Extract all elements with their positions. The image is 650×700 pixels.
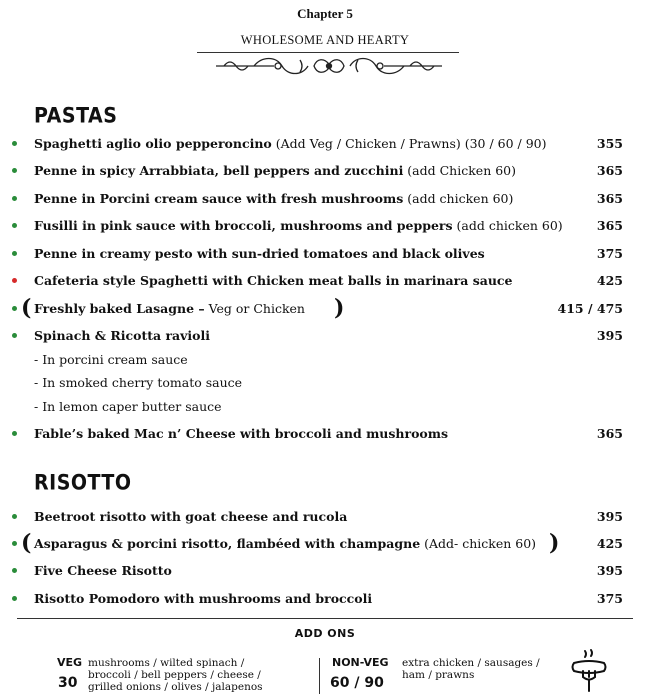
sausage-fork-icon	[571, 647, 607, 693]
option-text: - In smoked cherry tomato sauce	[34, 375, 243, 390]
veg-dot-icon	[12, 431, 17, 436]
subtitle-underline	[197, 52, 459, 53]
veg-addon-price: 30	[58, 675, 78, 691]
menu-item	[0, 295, 650, 321]
item-note: (Add Veg / Chicken / Prawns) (30 / 60 / 90)	[271, 136, 547, 151]
item-price: 365	[596, 218, 623, 233]
nonveg-addon-label: NON-VEG	[332, 656, 389, 669]
nonveg-addon-price: 60 / 90	[330, 675, 384, 691]
ravioli-option	[0, 374, 650, 394]
item-text	[34, 509, 347, 524]
item-price: 365	[596, 163, 623, 178]
menu-item	[0, 190, 650, 210]
item-text	[34, 191, 513, 206]
item-name: Penne in spicy Arrabbiata, bell peppers and zucchini	[34, 163, 404, 178]
menu-item	[0, 162, 650, 182]
item-price: 375	[596, 591, 623, 606]
item-note: (add chicken 60)	[403, 191, 514, 206]
menu-item	[0, 327, 650, 347]
menu-item	[0, 562, 650, 582]
veg-addon-label: VEG	[57, 656, 83, 669]
item-name: Risotto Pomodoro with mushrooms and broccoli	[34, 591, 373, 606]
menu-item	[0, 217, 650, 237]
item-text	[34, 246, 485, 261]
item-name: Fable’s baked Mac n’ Cheese with broccoli and mushrooms	[34, 426, 449, 441]
item-price: 425	[596, 273, 623, 288]
menu-item	[0, 508, 650, 528]
menu-item	[0, 590, 650, 610]
addon-line: ham / prawns	[402, 669, 475, 681]
item-text	[34, 218, 563, 233]
ravioli-option	[0, 351, 650, 371]
left-brace-icon: (	[21, 295, 32, 321]
item-name: Freshly baked Lasagne –	[34, 301, 205, 316]
item-text	[34, 273, 512, 288]
veg-dot-icon	[12, 596, 17, 601]
item-note: Veg or Chicken	[204, 301, 305, 316]
item-text	[34, 301, 305, 316]
item-price: 375	[596, 246, 623, 261]
addons-title: ADD ONS	[294, 627, 356, 640]
item-name: Five Cheese Risotto	[34, 563, 172, 578]
item-name: Spaghetti aglio olio pepperoncino	[34, 136, 272, 151]
veg-dot-icon	[12, 541, 17, 546]
risotto-title: RISOTTO	[34, 470, 132, 496]
veg-dot-icon	[12, 333, 17, 338]
non-veg-dot-icon	[12, 278, 17, 283]
pastas-title: PASTAS	[34, 103, 118, 129]
veg-dot-icon	[12, 251, 17, 256]
item-name: Penne in creamy pesto with sun-dried tomatoes and black olives	[34, 246, 485, 261]
right-brace-icon: )	[334, 295, 345, 321]
addon-line: mushrooms / wilted spinach /	[88, 657, 245, 669]
item-price: 355	[596, 136, 623, 151]
chapter-subtitle: WHOLESOME AND HEARTY	[240, 33, 410, 47]
item-name: Asparagus & porcini risotto, flambéed with champagne	[34, 536, 421, 551]
item-price: 395	[596, 509, 623, 524]
item-note: (add Chicken 60)	[403, 163, 516, 178]
menu-item	[0, 272, 650, 292]
veg-dot-icon	[12, 223, 17, 228]
item-text	[34, 163, 516, 178]
item-text	[34, 591, 372, 606]
addon-line: grilled onions / olives / jalapenos	[88, 681, 263, 693]
item-name: Beetroot risotto with goat cheese and rucola	[34, 509, 348, 524]
item-price: 365	[596, 191, 623, 206]
menu-item	[0, 245, 650, 265]
item-price: 395	[596, 328, 623, 343]
item-name: Fusilli in pink sauce with broccoli, mushrooms and peppers	[34, 218, 453, 233]
addon-line: broccoli / bell peppers / cheese /	[88, 669, 261, 681]
item-text	[34, 536, 536, 551]
item-text	[34, 328, 210, 343]
item-name: Cafeteria style Spaghetti with Chicken meat balls in marinara sauce	[34, 273, 513, 288]
veg-dot-icon	[12, 196, 17, 201]
menu-item	[0, 530, 650, 556]
veg-dot-icon	[12, 168, 17, 173]
item-text	[34, 563, 172, 578]
right-brace-icon: )	[549, 530, 560, 556]
addon-line: extra chicken / sausages /	[402, 657, 540, 669]
option-text: - In lemon caper butter sauce	[34, 399, 222, 414]
item-name: Spinach & Ricotta ravioli	[34, 328, 211, 343]
veg-dot-icon	[12, 514, 17, 519]
chapter-label: Chapter 5	[297, 6, 353, 21]
section-divider	[17, 618, 633, 619]
menu-item	[0, 135, 650, 155]
item-note: (add chicken 60)	[452, 218, 563, 233]
nonveg-addon-list	[402, 657, 562, 681]
menu-item	[0, 425, 650, 445]
item-name: Penne in Porcini cream sauce with fresh mushrooms	[34, 191, 404, 206]
item-price: 395	[596, 563, 623, 578]
left-brace-icon: (	[21, 530, 32, 556]
veg-dot-icon	[12, 568, 17, 573]
veg-dot-icon	[12, 306, 17, 311]
flourish-divider-icon	[214, 55, 444, 77]
ravioli-option	[0, 398, 650, 418]
item-price: 365	[596, 426, 623, 441]
item-price: 415 / 475	[557, 301, 623, 316]
item-text	[34, 136, 547, 151]
item-price: 425	[596, 536, 623, 551]
veg-addon-list	[88, 657, 303, 693]
addon-separator	[319, 658, 320, 694]
item-text	[34, 426, 448, 441]
veg-dot-icon	[12, 141, 17, 146]
item-note: (Add- chicken 60)	[420, 536, 537, 551]
option-text: - In porcini cream sauce	[34, 352, 188, 367]
